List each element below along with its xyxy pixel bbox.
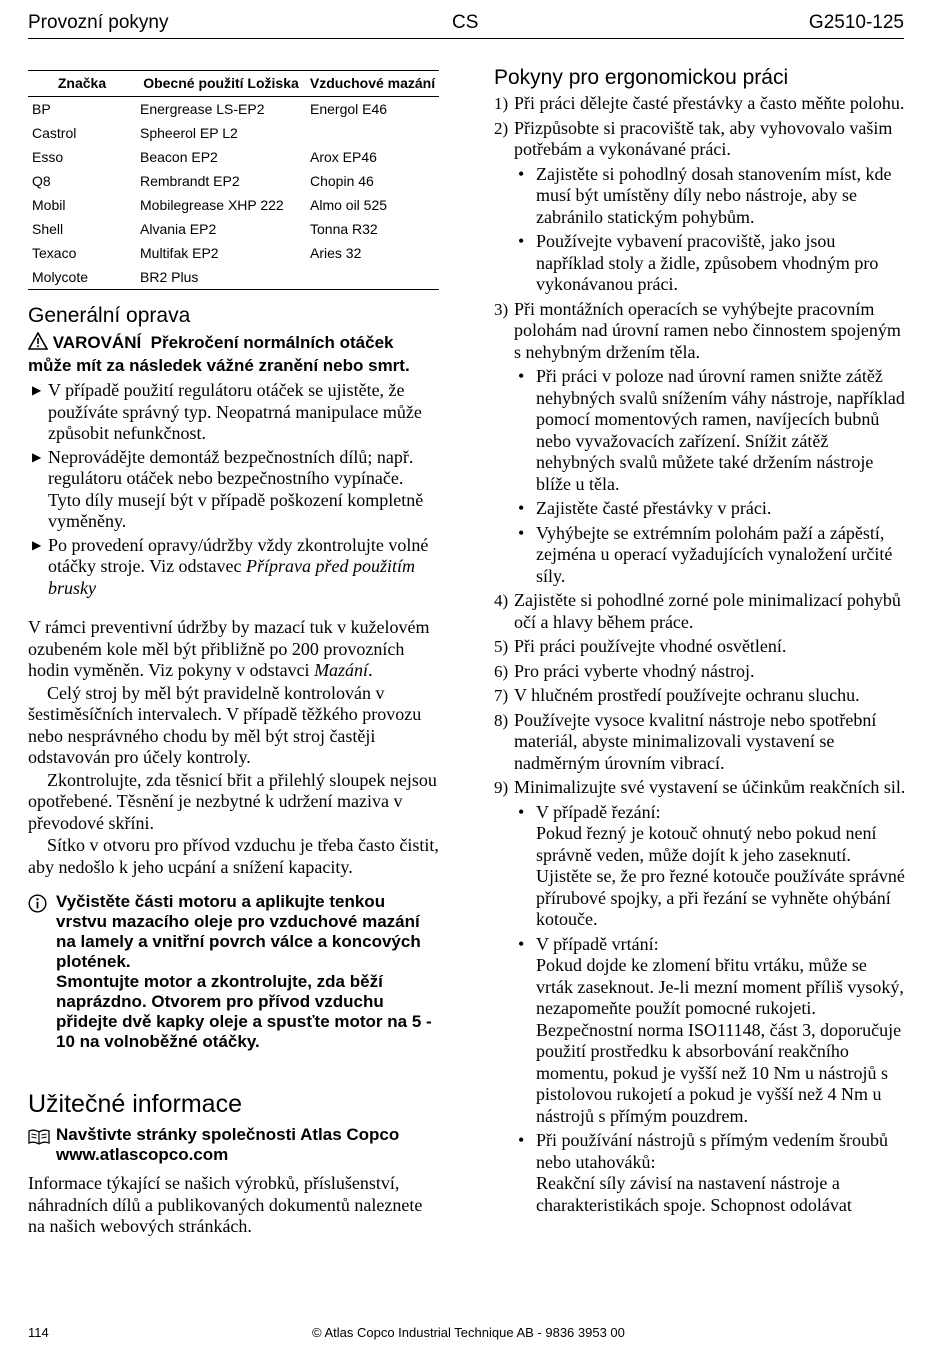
bullet-icon: • (518, 522, 525, 543)
table-cell: Almo oil 525 (310, 197, 388, 213)
table-cell: Energol E46 (310, 101, 388, 117)
numbered-item (494, 93, 906, 115)
item-number: 2) (494, 118, 509, 138)
item-text: Zajistěte si pohodlné zorné pole minimalizací pohybů očí a hlavy během práce. (514, 590, 901, 632)
bullet-icon: • (518, 231, 525, 251)
table-row (28, 121, 439, 145)
header-language: CS (452, 12, 479, 33)
item-number: 9) (494, 778, 509, 797)
bullet-icon: • (518, 1130, 525, 1150)
paragraph: Celý stroj by měl být pravidelně kontrolován v šestiměsíčních intervalech. V případě těžkého provozu nebo nesprávného chodu by měl být stroj častěji odstavován pro účely kontroly. (28, 682, 422, 767)
numbered-item (494, 299, 906, 364)
table-cell: Beacon EP2 (140, 149, 218, 165)
item-text: Pro práci vyberte vhodný nástroj. (514, 660, 755, 681)
bullet-icon: • (518, 163, 525, 184)
list-item (28, 535, 440, 600)
bullet-item (494, 231, 906, 296)
table-header-row (28, 71, 439, 97)
info-text: Vyčistěte části motoru a aplikujte tenkou vrstvu mazacího oleje pro vzduchové mazání na lamely a vnitřní povrch válce a koncových plotének. (56, 892, 421, 971)
list-item-text: Po provedení opravy/údržby vždy zkontrolujte volné otáčky stroje. Viz odstavec (48, 534, 429, 576)
column-header-air: Vzduchové mazání (306, 71, 439, 97)
website-text: Navštivte stránky společnosti Atlas Copco (56, 1125, 400, 1144)
table-row (28, 241, 439, 265)
column-header-bearing: Obecné použití Ložiska (136, 71, 306, 97)
bullet-text: Zajistěte časté přestávky v práci. (536, 498, 772, 518)
item-number: 5) (494, 637, 509, 656)
paragraph: Zkontrolujte, zda těsnicí břit a přilehlý sloupek nejsou opotřebené. Těsnění je nezbytné k udržení maziva v převodové skříni. (28, 769, 437, 833)
bullet-item (494, 1130, 906, 1216)
item-text: V hlučném prostředí používejte ochranu sluchu. (514, 685, 860, 705)
website-url[interactable]: www.atlascopco.com (56, 1145, 229, 1164)
section-title-ergonomics: Pokyny pro ergonomickou práci (494, 66, 789, 89)
bullet-text: Reakční síly závisí na nastavení nástroje a charakteristikách spoje. Schopnost odolávat (536, 1173, 852, 1215)
open-book-icon (28, 1128, 50, 1150)
numbered-item (494, 118, 906, 161)
bullet-text: Používejte vybavení pracoviště, jako jsou například stoly a židle, způsobem vhodným pro vykonávanou práci. (536, 231, 879, 294)
table-row (28, 193, 439, 217)
lubricant-table (28, 70, 439, 290)
paragraph: Sítko v otvoru pro přívod vzduchu je třeba často čistit, aby nedošlo k jeho ucpání a snížení kapacity. (28, 835, 439, 877)
numbered-item (494, 685, 906, 707)
info-text: Smontujte motor a zkontrolujte, zda běží naprázdno. Otvorem pro přívod vzduchu přidejte dvě kapky oleje a spusťte motor na 5 - 10 na volnoběžné otáčky. (56, 972, 432, 1051)
item-number: 3) (494, 299, 509, 319)
bullet-icon: • (518, 366, 525, 386)
paragraph-text: V rámci preventivní údržby by mazací tuk v kuželovém ozubeném kole měl být přibližně po 200 provozních hodin vyměněn. Viz pokyny v odstavci (28, 617, 430, 680)
item-text: Minimalizujte své vystavení se účinkům reakčních sil. (514, 777, 906, 797)
table-cell: Molycote (28, 265, 136, 290)
section-title-useful: Užitečné informace (28, 1090, 242, 1118)
triangle-bullet-icon: ▶ (32, 383, 42, 397)
list-item (28, 447, 440, 533)
page-header (28, 10, 904, 39)
table-cell: Rembrandt EP2 (140, 173, 240, 189)
table-cell: Chopin 46 (310, 173, 374, 189)
bullet-heading: V případě vrtání: (536, 933, 659, 954)
bullet-item (494, 934, 906, 1128)
table-row (28, 265, 439, 290)
table-cell: Mobil (32, 197, 66, 213)
cross-reference: Příprava před použitím brusky (48, 556, 416, 598)
warning-triangle-icon (28, 332, 48, 355)
info-circle-icon (28, 894, 47, 918)
list-item-text: V případě použití regulátoru otáček se ujistěte, že používáte správný typ. Neopatrná manipulace může způsobit nefunkčnost. (48, 380, 422, 443)
left-column (28, 70, 440, 1238)
numbered-item (494, 710, 906, 775)
warning-block (28, 332, 440, 376)
table-cell: Mobilegrease XHP 222 (140, 197, 284, 213)
section-title-overhaul: Generální oprava (28, 304, 191, 327)
bullet-icon: • (518, 933, 525, 954)
table-cell: BP (32, 101, 51, 117)
bullet-item (494, 164, 906, 229)
paragraph: Informace týkající se našich výrobků, příslušenství, náhradních dílů a publikovaných dokumentů naleznete na našich webových stránkách. (28, 1173, 423, 1236)
table-row (28, 169, 439, 193)
item-text: Při montážních operacích se vyhýbejte pracovním polohám nad úrovní ramen nebo činnostem spojeným s nehybným držením těla. (514, 298, 901, 362)
bullet-icon: • (518, 498, 525, 518)
website-note (28, 1125, 440, 1165)
page-number: 114 (28, 1325, 49, 1340)
item-text: Při práci dělejte časté přestávky a často měňte polohu. (514, 93, 905, 113)
bullet-heading: Při používání nástrojů s přímým vedením šroubů nebo utahováků: (536, 1130, 888, 1172)
table-cell (306, 265, 439, 290)
bullet-heading: V případě řezání: (536, 801, 661, 822)
table-cell (306, 121, 439, 145)
list-item-text: Neprovádějte demontáž bezpečnostních dílů; např. regulátoru otáček nebo bezpečnostního vypínače. Tyto díly musejí být v případě poškození kompletně vyměněny. (48, 446, 424, 531)
triangle-bullet-icon: ▶ (32, 537, 42, 552)
header-title: Provozní pokyny (28, 12, 169, 33)
warning-label: VAROVÁNÍ (52, 333, 142, 352)
bullet-item (494, 523, 906, 588)
item-number: 4) (494, 591, 509, 610)
bullet-item (494, 498, 906, 520)
paragraph-text: . (368, 660, 373, 680)
bullet-text: Zajistěte si pohodlný dosah stanovením míst, kde musí být umístěny díly nebo nástroje, aby se zabránilo statickým pohybům. (536, 163, 892, 227)
numbered-item (494, 777, 906, 799)
item-number: 8) (494, 710, 509, 730)
table-cell: BR2 Plus (136, 265, 306, 290)
table-cell: Aries 32 (310, 245, 362, 261)
bullet-item (494, 802, 906, 931)
table-cell: Shell (32, 221, 64, 237)
item-number: 1) (494, 94, 509, 113)
numbered-item (494, 590, 906, 633)
table-cell: Spheerol EP L2 (140, 125, 238, 141)
warning-text: Překročení normálních otáček může mít za následek vážné zranění nebo smrt. (28, 333, 410, 375)
numbered-item (494, 636, 906, 658)
table-cell: Castrol (32, 125, 77, 141)
column-header-brand: Značka (28, 71, 136, 97)
header-product: G2510-125 (808, 12, 904, 33)
bullet-text: Při práci v poloze nad úrovní ramen snižte zátěž nehybných svalů snížením váhy nástroje, například pomocí momentových ramen, navíjecích bubnů nebo vyvažovacích zařízení. Snížit zátěž nehybných svalů můžete také držením nástroje blíže u těla. (536, 366, 905, 494)
bullet-text: Pokud dojde ke zlomení břitu vrtáku, může se vrták zaseknout. Je-li mezní moment příliš vysoký, nezapomeňte použít pomocné rukojeti. Bezpečnostní norma ISO11148, část 3, doporučuje použití prostředku k absorbování reakčního momentu, pokud je vyšší než 10 Nm u nástrojů s pistolovou rukojetí a pokud je vyšší než 4 Nm u nástrojů s přímým pouzdrem. (536, 955, 904, 1126)
bullet-text: Vyhýbejte se extrémním polohám paží a zápěstí, zejména u operací vyžadujících vynaložení určité síly. (536, 522, 893, 586)
cross-reference: Mazání (314, 660, 369, 680)
numbered-item (494, 661, 906, 683)
item-text: Používejte vysoce kvalitní nástroje nebo spotřební materiál, abyste minimalizovali vystavení se nadměrným úrovním vibrací. (514, 709, 877, 773)
list-item (28, 380, 440, 445)
item-number: 7) (494, 686, 509, 705)
table-cell: Energrease LS-EP2 (140, 101, 265, 117)
triangle-bullet-icon: ▶ (32, 449, 42, 464)
table-cell: Arox EP46 (310, 149, 377, 165)
item-number: 6) (494, 661, 509, 681)
bullet-icon: • (518, 801, 525, 822)
item-text: Při práci používejte vhodné osvětlení. (514, 636, 787, 656)
right-column (494, 66, 906, 1219)
ergonomics-list (494, 93, 906, 1216)
paragraph (28, 617, 440, 682)
bullet-item (494, 366, 906, 495)
table-row (28, 217, 439, 241)
table-cell: Q8 (32, 173, 51, 189)
info-note (28, 892, 440, 1052)
item-text: Přizpůsobte si pracoviště tak, aby vyhovovalo vašim potřebám a vykonávané práci. (514, 117, 893, 159)
table-cell: Tonna R32 (310, 221, 378, 237)
table-cell: Esso (32, 149, 64, 165)
copyright: © Atlas Copco Industrial Technique AB - 9836 3953 00 (312, 1325, 625, 1340)
table-row (28, 97, 439, 122)
bullet-text: Pokud řezný je kotouč ohnutý nebo pokud není správně veden, může dojít k jeho zaseknutí. Ujistěte se, že pro řezné kotouče používáte správné přírubové spojky, a při řezání se vyhněte ohýbání kotouče. (536, 823, 905, 929)
table-cell: Alvania EP2 (140, 221, 217, 237)
table-row (28, 145, 439, 169)
table-cell: Multifak EP2 (140, 245, 219, 261)
table-cell: Texaco (32, 245, 77, 261)
